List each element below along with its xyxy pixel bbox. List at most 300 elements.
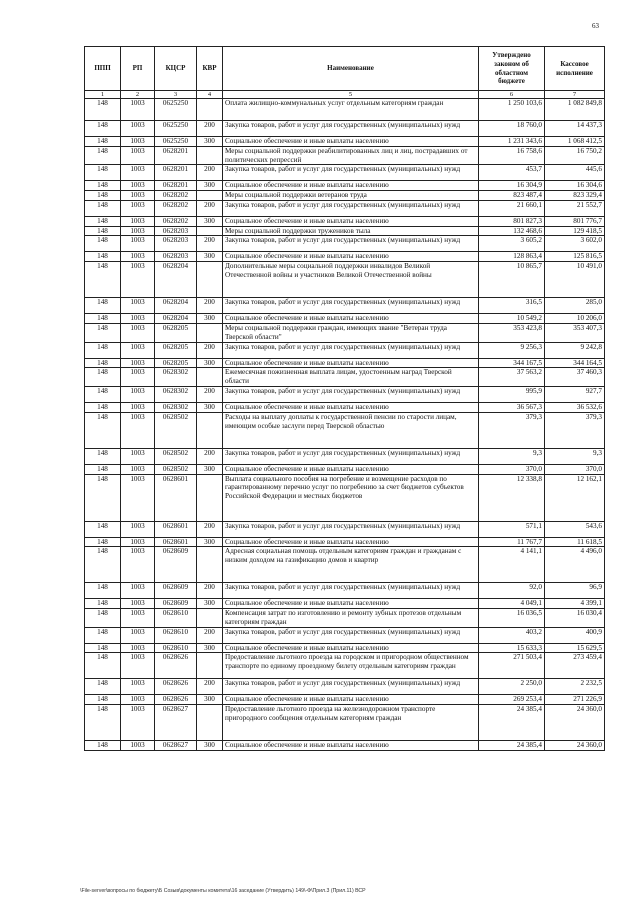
cell-executed: 543,6	[545, 521, 605, 537]
cell-rp: 1003	[121, 200, 155, 216]
cell-executed: 15 629,5	[545, 643, 605, 653]
cell-name: Закупка товаров, работ и услуг для государственных (муниципальных) нужд	[223, 236, 479, 252]
cell-approved: 21 660,1	[479, 200, 545, 216]
cell-kvr	[197, 705, 223, 741]
cell-executed: 4 496,0	[545, 547, 605, 583]
table-row	[85, 324, 605, 343]
cell-ppp: 148	[85, 298, 121, 314]
cell-kvr: 300	[197, 464, 223, 474]
cell-executed: 24 360,0	[545, 741, 605, 751]
table-row	[85, 695, 605, 705]
cell-rp: 1003	[121, 474, 155, 521]
table-row	[85, 679, 605, 695]
cell-name: Социальное обеспечение и иные выплаты населению	[223, 314, 479, 324]
cell-approved: 15 633,3	[479, 643, 545, 653]
cell-executed: 3 602,0	[545, 236, 605, 252]
cell-kcsr: 0625250	[155, 121, 197, 137]
cell-kvr: 300	[197, 216, 223, 226]
cell-ppp: 148	[85, 146, 121, 165]
cell-executed: 273 459,4	[545, 653, 605, 679]
cell-ppp: 148	[85, 679, 121, 695]
cell-ppp: 148	[85, 609, 121, 628]
cell-ppp: 148	[85, 627, 121, 643]
column-number: 5	[223, 91, 479, 99]
cell-name: Расходы на выплату доплаты к государственной пенсии по старости лицам, имеющим особые заслуги перед Тверской областью	[223, 412, 479, 448]
cell-approved: 36 567,3	[479, 402, 545, 412]
cell-kcsr: 0628203	[155, 226, 197, 236]
cell-name: Закупка товаров, работ и услуг для государственных (муниципальных) нужд	[223, 448, 479, 464]
cell-ppp: 148	[85, 200, 121, 216]
table-row	[85, 165, 605, 181]
cell-kvr: 300	[197, 402, 223, 412]
cell-name: Социальное обеспечение и иные выплаты населению	[223, 402, 479, 412]
cell-kcsr: 0628302	[155, 402, 197, 412]
cell-kvr: 200	[197, 342, 223, 358]
table-row	[85, 609, 605, 628]
cell-kvr: 300	[197, 358, 223, 368]
cell-name: Меры социальной поддержки реабилитированных лиц и лиц, пострадавших от политических репрессий	[223, 146, 479, 165]
cell-name: Меры социальной поддержки граждан, имеющих звание "Ветеран труда Тверской области"	[223, 324, 479, 343]
cell-approved: 571,1	[479, 521, 545, 537]
cell-rp: 1003	[121, 236, 155, 252]
cell-kcsr: 0628204	[155, 298, 197, 314]
cell-kvr: 200	[197, 121, 223, 137]
cell-name: Социальное обеспечение и иные выплаты населению	[223, 741, 479, 751]
cell-executed: 9,3	[545, 448, 605, 464]
cell-rp: 1003	[121, 695, 155, 705]
cell-kcsr: 0628205	[155, 324, 197, 343]
cell-kcsr: 0628302	[155, 368, 197, 387]
cell-name: Закупка товаров, работ и услуг для государственных (муниципальных) нужд	[223, 583, 479, 599]
cell-approved: 4 141,1	[479, 547, 545, 583]
cell-approved: 37 563,2	[479, 368, 545, 387]
cell-ppp: 148	[85, 402, 121, 412]
cell-executed: 125 816,5	[545, 252, 605, 262]
cell-name: Закупка товаров, работ и услуг для государственных (муниципальных) нужд	[223, 679, 479, 695]
cell-ppp: 148	[85, 121, 121, 137]
cell-ppp: 148	[85, 191, 121, 201]
cell-kcsr: 0628204	[155, 262, 197, 298]
cell-executed: 129 418,5	[545, 226, 605, 236]
cell-executed: 16 304,6	[545, 181, 605, 191]
table-row	[85, 599, 605, 609]
cell-name: Закупка товаров, работ и услуг для государственных (муниципальных) нужд	[223, 386, 479, 402]
cell-kvr: 300	[197, 599, 223, 609]
table-row	[85, 137, 605, 147]
cell-rp: 1003	[121, 191, 155, 201]
cell-kcsr: 0628203	[155, 252, 197, 262]
column-number: 1	[85, 91, 121, 99]
cell-executed: 2 232,5	[545, 679, 605, 695]
cell-kcsr: 0628601	[155, 537, 197, 547]
cell-rp: 1003	[121, 146, 155, 165]
cell-kcsr: 0628601	[155, 474, 197, 521]
cell-kcsr: 0625250	[155, 137, 197, 147]
table-row	[85, 146, 605, 165]
cell-ppp: 148	[85, 262, 121, 298]
table-row	[85, 236, 605, 252]
cell-approved: 11 767,7	[479, 537, 545, 547]
cell-kcsr: 0628610	[155, 643, 197, 653]
cell-kvr	[197, 474, 223, 521]
cell-kcsr: 0628202	[155, 191, 197, 201]
cell-kvr	[197, 653, 223, 679]
cell-approved: 10 865,7	[479, 262, 545, 298]
cell-kcsr: 0628626	[155, 679, 197, 695]
cell-kvr: 200	[197, 236, 223, 252]
cell-rp: 1003	[121, 609, 155, 628]
cell-kcsr: 0628502	[155, 448, 197, 464]
cell-kvr	[197, 609, 223, 628]
table-body	[85, 99, 605, 751]
cell-rp: 1003	[121, 165, 155, 181]
cell-rp: 1003	[121, 324, 155, 343]
cell-ppp: 148	[85, 521, 121, 537]
table-row	[85, 653, 605, 679]
cell-executed: 400,9	[545, 627, 605, 643]
cell-kvr	[197, 547, 223, 583]
table-row	[85, 358, 605, 368]
cell-rp: 1003	[121, 386, 155, 402]
column-number: 4	[197, 91, 223, 99]
cell-ppp: 148	[85, 705, 121, 741]
table-row	[85, 627, 605, 643]
cell-approved: 16 304,9	[479, 181, 545, 191]
cell-kvr	[197, 324, 223, 343]
cell-rp: 1003	[121, 368, 155, 387]
header-rp: РП	[121, 47, 155, 91]
cell-kcsr: 0628502	[155, 464, 197, 474]
cell-ppp: 148	[85, 236, 121, 252]
cell-name: Социальное обеспечение и иные выплаты населению	[223, 643, 479, 653]
cell-ppp: 148	[85, 358, 121, 368]
cell-ppp: 148	[85, 695, 121, 705]
cell-ppp: 148	[85, 226, 121, 236]
cell-kcsr: 0628202	[155, 200, 197, 216]
cell-approved: 353 423,8	[479, 324, 545, 343]
cell-approved: 2 250,0	[479, 679, 545, 695]
table-row	[85, 402, 605, 412]
cell-name: Ежемесячная пожизненная выплата лицам, удостоенным наград Тверской области	[223, 368, 479, 387]
cell-kcsr: 0628609	[155, 547, 197, 583]
cell-kvr: 200	[197, 679, 223, 695]
cell-name: Закупка товаров, работ и услуг для государственных (муниципальных) нужд	[223, 165, 479, 181]
cell-ppp: 148	[85, 386, 121, 402]
table-row	[85, 521, 605, 537]
cell-name: Социальное обеспечение и иные выплаты населению	[223, 599, 479, 609]
cell-executed: 11 618,5	[545, 537, 605, 547]
cell-name: Закупка товаров, работ и услуг для государственных (муниципальных) нужд	[223, 627, 479, 643]
table-row	[85, 252, 605, 262]
header-kvr: КВР	[197, 47, 223, 91]
cell-executed: 344 164,5	[545, 358, 605, 368]
cell-rp: 1003	[121, 627, 155, 643]
cell-rp: 1003	[121, 99, 155, 121]
cell-kvr	[197, 412, 223, 448]
cell-rp: 1003	[121, 181, 155, 191]
table-row	[85, 226, 605, 236]
cell-executed: 353 407,3	[545, 324, 605, 343]
cell-name: Социальное обеспечение и иные выплаты населению	[223, 216, 479, 226]
column-number: 6	[479, 91, 545, 99]
cell-ppp: 148	[85, 537, 121, 547]
cell-name: Социальное обеспечение и иные выплаты населению	[223, 181, 479, 191]
cell-ppp: 148	[85, 583, 121, 599]
cell-kcsr: 0628610	[155, 609, 197, 628]
cell-kvr: 300	[197, 137, 223, 147]
cell-rp: 1003	[121, 448, 155, 464]
cell-kcsr: 0625250	[155, 99, 197, 121]
cell-rp: 1003	[121, 653, 155, 679]
cell-rp: 1003	[121, 402, 155, 412]
cell-kcsr: 0628201	[155, 181, 197, 191]
cell-rp: 1003	[121, 679, 155, 695]
cell-approved: 823 487,4	[479, 191, 545, 201]
cell-executed: 285,0	[545, 298, 605, 314]
cell-rp: 1003	[121, 252, 155, 262]
cell-rp: 1003	[121, 741, 155, 751]
cell-executed: 10 491,0	[545, 262, 605, 298]
cell-rp: 1003	[121, 226, 155, 236]
cell-rp: 1003	[121, 547, 155, 583]
cell-kvr: 300	[197, 741, 223, 751]
cell-executed: 445,6	[545, 165, 605, 181]
cell-rp: 1003	[121, 583, 155, 599]
cell-approved: 4 049,1	[479, 599, 545, 609]
table-row	[85, 99, 605, 121]
cell-name: Адресная социальная помощь отдельным категориям граждан и гражданам с низким доходом на газификацию домов и квартир	[223, 547, 479, 583]
cell-ppp: 148	[85, 653, 121, 679]
cell-executed: 1 068 412,5	[545, 137, 605, 147]
cell-kvr	[197, 368, 223, 387]
cell-ppp: 148	[85, 252, 121, 262]
cell-rp: 1003	[121, 358, 155, 368]
cell-ppp: 148	[85, 474, 121, 521]
cell-ppp: 148	[85, 643, 121, 653]
cell-kcsr: 0628201	[155, 146, 197, 165]
cell-kvr: 200	[197, 627, 223, 643]
cell-ppp: 148	[85, 547, 121, 583]
cell-approved: 1 250 103,6	[479, 99, 545, 121]
cell-executed: 16 030,4	[545, 609, 605, 628]
cell-executed: 9 242,8	[545, 342, 605, 358]
cell-kvr: 200	[197, 521, 223, 537]
cell-kvr: 300	[197, 695, 223, 705]
cell-kvr: 300	[197, 252, 223, 262]
cell-approved: 18 760,0	[479, 121, 545, 137]
cell-rp: 1003	[121, 521, 155, 537]
cell-executed: 4 399,1	[545, 599, 605, 609]
cell-name: Социальное обеспечение и иные выплаты населению	[223, 464, 479, 474]
cell-rp: 1003	[121, 464, 155, 474]
cell-rp: 1003	[121, 137, 155, 147]
cell-rp: 1003	[121, 314, 155, 324]
cell-executed: 801 776,7	[545, 216, 605, 226]
cell-kcsr: 0628627	[155, 705, 197, 741]
cell-approved: 1 231 343,6	[479, 137, 545, 147]
cell-approved: 12 338,8	[479, 474, 545, 521]
table-row	[85, 121, 605, 137]
cell-approved: 16 758,6	[479, 146, 545, 165]
cell-kvr: 200	[197, 200, 223, 216]
cell-approved: 16 036,5	[479, 609, 545, 628]
cell-executed: 370,0	[545, 464, 605, 474]
cell-kcsr: 0628205	[155, 342, 197, 358]
cell-kvr: 200	[197, 165, 223, 181]
cell-name: Социальное обеспечение и иные выплаты населению	[223, 358, 479, 368]
cell-name: Закупка товаров, работ и услуг для государственных (муниципальных) нужд	[223, 121, 479, 137]
cell-rp: 1003	[121, 412, 155, 448]
table-row	[85, 705, 605, 741]
cell-kvr: 200	[197, 448, 223, 464]
header-ppp: ППП	[85, 47, 121, 91]
table-row	[85, 474, 605, 521]
cell-ppp: 148	[85, 324, 121, 343]
cell-rp: 1003	[121, 121, 155, 137]
table-row	[85, 216, 605, 226]
cell-kvr: 200	[197, 386, 223, 402]
table-row	[85, 342, 605, 358]
cell-ppp: 148	[85, 741, 121, 751]
cell-kcsr: 0628610	[155, 627, 197, 643]
cell-approved: 316,5	[479, 298, 545, 314]
table-row	[85, 741, 605, 751]
cell-name: Выплата социального пособия на погребение и возмещение расходов по гарантированному перечню услуг по погребению за счет бюджетов субъектов Российской Федерации и местных бюджетов	[223, 474, 479, 521]
cell-name: Закупка товаров, работ и услуг для государственных (муниципальных) нужд	[223, 200, 479, 216]
cell-rp: 1003	[121, 705, 155, 741]
page-number: 63	[592, 22, 599, 30]
cell-kcsr: 0628202	[155, 216, 197, 226]
cell-approved: 271 503,4	[479, 653, 545, 679]
cell-kvr	[197, 99, 223, 121]
cell-name: Предоставление льготного проезда на железнодорожном транспорте пригородного сообщения отдельным категориям граждан	[223, 705, 479, 741]
cell-ppp: 148	[85, 165, 121, 181]
cell-executed: 37 460,3	[545, 368, 605, 387]
cell-name: Предоставление льготного проезда на городском и пригородном общественном транспорте по единому проездному билету отдельным категориям граждан	[223, 653, 479, 679]
cell-kcsr: 0628205	[155, 358, 197, 368]
cell-kcsr: 0628302	[155, 386, 197, 402]
cell-kcsr: 0628601	[155, 521, 197, 537]
cell-kcsr: 0628627	[155, 741, 197, 751]
table-row	[85, 368, 605, 387]
cell-approved: 9 256,3	[479, 342, 545, 358]
table-row	[85, 200, 605, 216]
cell-kcsr: 0628204	[155, 314, 197, 324]
cell-rp: 1003	[121, 262, 155, 298]
table-row	[85, 464, 605, 474]
column-number: 7	[545, 91, 605, 99]
cell-kcsr: 0628609	[155, 583, 197, 599]
header-approved: Утверждено законом об областном бюджете	[479, 47, 545, 91]
table-row	[85, 537, 605, 547]
cell-name: Дополнительные меры социальной поддержки инвалидов Великой Отечественной войны и участников Великой Отечественной войны	[223, 262, 479, 298]
cell-approved: 344 167,5	[479, 358, 545, 368]
cell-name: Компенсация затрат по изготовлению и ремонту зубных протезов отдельным категориям граждан	[223, 609, 479, 628]
cell-approved: 128 863,4	[479, 252, 545, 262]
cell-name: Закупка товаров, работ и услуг для государственных (муниципальных) нужд	[223, 298, 479, 314]
table-row	[85, 448, 605, 464]
cell-approved: 269 253,4	[479, 695, 545, 705]
header-name: Наименование	[223, 47, 479, 91]
cell-ppp: 148	[85, 137, 121, 147]
header-kcsr: КЦСР	[155, 47, 197, 91]
table-row	[85, 386, 605, 402]
budget-table	[84, 46, 605, 751]
cell-executed: 927,7	[545, 386, 605, 402]
cell-approved: 801 827,3	[479, 216, 545, 226]
table-row	[85, 643, 605, 653]
cell-approved: 453,7	[479, 165, 545, 181]
header-executed: Кассовое исполнение	[545, 47, 605, 91]
cell-kcsr: 0628626	[155, 695, 197, 705]
cell-approved: 9,3	[479, 448, 545, 464]
cell-approved: 24 385,4	[479, 705, 545, 741]
cell-executed: 96,9	[545, 583, 605, 599]
table-row	[85, 412, 605, 448]
cell-approved: 10 549,2	[479, 314, 545, 324]
cell-rp: 1003	[121, 599, 155, 609]
cell-rp: 1003	[121, 342, 155, 358]
cell-approved: 132 468,6	[479, 226, 545, 236]
cell-approved: 995,9	[479, 386, 545, 402]
table-row	[85, 262, 605, 298]
cell-name: Оплата жилищно-коммунальных услуг отдельным категориям граждан	[223, 99, 479, 121]
table-row	[85, 298, 605, 314]
cell-name: Закупка товаров, работ и услуг для государственных (муниципальных) нужд	[223, 521, 479, 537]
cell-kvr	[197, 146, 223, 165]
cell-approved: 379,3	[479, 412, 545, 448]
cell-kcsr: 0628626	[155, 653, 197, 679]
table-row	[85, 547, 605, 583]
cell-executed: 1 082 849,8	[545, 99, 605, 121]
cell-approved: 403,2	[479, 627, 545, 643]
cell-ppp: 148	[85, 342, 121, 358]
cell-rp: 1003	[121, 643, 155, 653]
cell-approved: 3 605,2	[479, 236, 545, 252]
cell-executed: 379,3	[545, 412, 605, 448]
cell-name: Закупка товаров, работ и услуг для государственных (муниципальных) нужд	[223, 342, 479, 358]
cell-rp: 1003	[121, 537, 155, 547]
cell-kvr: 300	[197, 643, 223, 653]
cell-kcsr: 0628203	[155, 236, 197, 252]
cell-executed: 36 532,6	[545, 402, 605, 412]
cell-kvr	[197, 262, 223, 298]
cell-name: Социальное обеспечение и иные выплаты населению	[223, 537, 479, 547]
cell-executed: 21 552,7	[545, 200, 605, 216]
cell-kcsr: 0628201	[155, 165, 197, 181]
column-number: 2	[121, 91, 155, 99]
cell-name: Социальное обеспечение и иные выплаты населению	[223, 695, 479, 705]
cell-kvr: 300	[197, 181, 223, 191]
cell-kvr	[197, 226, 223, 236]
cell-approved: 370,0	[479, 464, 545, 474]
cell-executed: 271 226,9	[545, 695, 605, 705]
column-number: 3	[155, 91, 197, 99]
cell-executed: 14 437,3	[545, 121, 605, 137]
cell-ppp: 148	[85, 368, 121, 387]
cell-executed: 12 162,1	[545, 474, 605, 521]
cell-kvr: 200	[197, 583, 223, 599]
cell-name: Социальное обеспечение и иные выплаты населению	[223, 137, 479, 147]
cell-kvr: 300	[197, 537, 223, 547]
cell-rp: 1003	[121, 298, 155, 314]
cell-approved: 24 385,4	[479, 741, 545, 751]
cell-ppp: 148	[85, 181, 121, 191]
table-row	[85, 583, 605, 599]
footer-file-path: \File-server\вопросы по бюджету\Б Созыв\документы комитета\16 заседание (Утвердить) 149\-Ф\Прил.3 (Прил.11) ВСР	[80, 888, 366, 894]
cell-executed: 10 206,0	[545, 314, 605, 324]
cell-approved: 92,0	[479, 583, 545, 599]
